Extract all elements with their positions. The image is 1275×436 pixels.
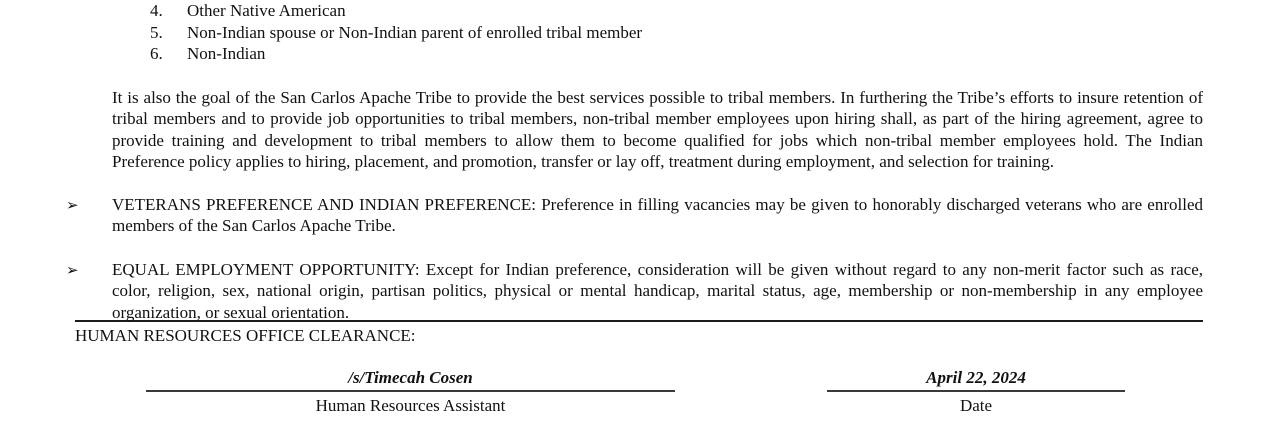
equal-employment-bullet [66,259,1203,324]
list-item-number: 4. [150,1,163,20]
list-item-number: 5. [150,22,163,42]
list-item [150,22,1275,44]
arrow-bullet-icon: ➢ [66,260,79,279]
clearance-heading: HUMAN RESOURCES OFFICE CLEARANCE: [75,326,416,345]
date-label: Date [959,396,993,415]
enrollment-category-list [150,0,1275,65]
indian-preference-paragraph: It is also the goal of the San Carlos Apache Tribe to provide the best services possible to tribal members. In furthering the Tribe’s efforts to insure retention of tribal members and to provide job opportunities to tribal members, non-tribal member employees upon hiring shall, as part of the hiring agreement, agree to provide training and development to tribal members to allow them to become qualified for jobs which non-tribal member employees hold. The Indian Preference policy applies to hiring, placement, and promotion, transfer or lay off, treatment during employment, and selection for training. [112,87,1203,171]
veterans-preference-text: VETERANS PREFERENCE AND INDIAN PREFERENCE: Preference in filling vacancies may be given to honorably discharged veterans who are enrolled members of the San Carlos Apache Tribe. [112,194,1203,235]
equal-employment-text: EQUAL EMPLOYMENT OPPORTUNITY: Except for Indian preference, consideration will be given without regard to any non-merit factor such as race, color, religion, sex, national origin, partisan politics, physical or mental handicap, marital status, age, membership or non-membership in any employee organization, or sexual orientation. [112,259,1203,322]
date-block [827,367,1125,417]
list-item-text: Other Native American [187,1,346,20]
list-item-text: Non-Indian [187,44,266,63]
signature-block [146,367,675,417]
list-item-number: 6. [150,44,163,63]
list-item [150,43,1275,65]
veterans-preference-bullet [66,194,1203,237]
list-item [150,0,1275,22]
signature-name: /s/Timecah Cosen [146,367,675,393]
list-item-text: Non-Indian spouse or Non-Indian parent of enrolled tribal member [187,22,643,42]
signature-title: Human Resources Assistant [315,396,506,415]
arrow-bullet-icon: ➢ [66,195,79,214]
signature-row [0,367,1275,436]
date-value: April 22, 2024 [827,367,1125,393]
